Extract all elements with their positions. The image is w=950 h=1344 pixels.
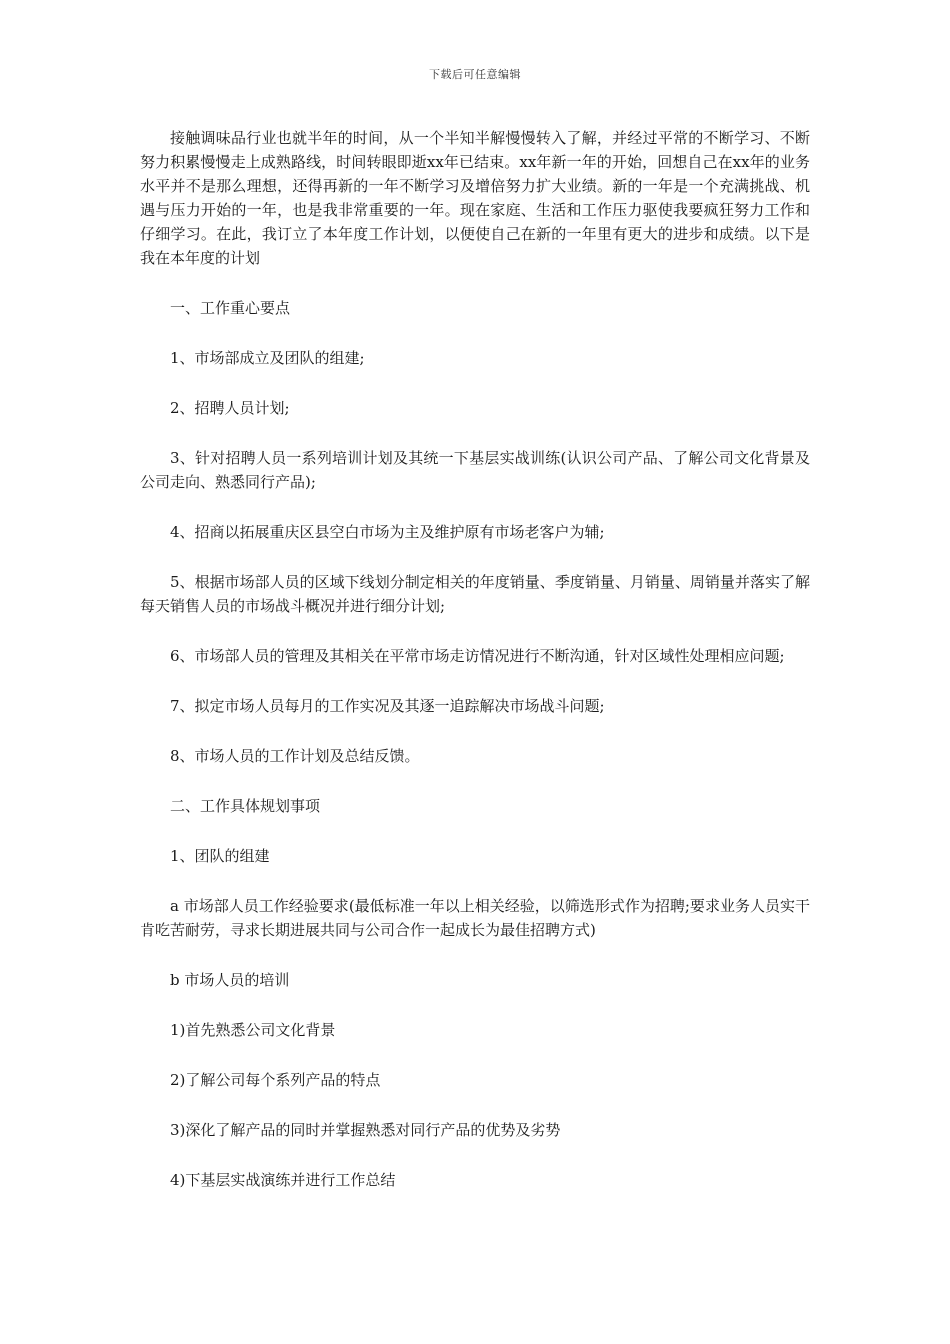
header-note: 下载后可任意编辑 <box>429 68 521 81</box>
list-item: 1、市场部成立及团队的组建; <box>170 349 365 367</box>
list-item: 4)下基层实战演练并进行工作总结 <box>170 1171 396 1189</box>
list-item: 8、市场人员的工作计划及总结反馈。 <box>170 747 420 765</box>
list-item: 1)首先熟悉公司文化背景 <box>170 1021 336 1039</box>
list-item: a 市场部人员工作经验要求(最低标准一年以上相关经验，以筛选形式作为招聘;要求业务人员实干肯吃苦耐劳，寻求长期进展共同与公司合作一起成长为最佳招聘方式) <box>140 897 810 939</box>
section-1-title: 一、工作重心要点 <box>170 299 291 317</box>
list-item: b 市场人员的培训 <box>170 971 290 989</box>
list-item: 3、针对招聘人员一系列培训计划及其统一下基层实战训练(认识公司产品、了解公司文化背景及公司走向、熟悉同行产品); <box>140 449 810 491</box>
subsection-title: 1、团队的组建 <box>170 847 270 865</box>
list-item: 5、根据市场部人员的区域下线划分制定相关的年度销量、季度销量、月销量、周销量并落实了解每天销售人员的市场战斗概况并进行细分计划; <box>140 573 810 615</box>
list-item: 6、市场部人员的管理及其相关在平常市场走访情况进行不断沟通，针对区域性处理相应问题; <box>170 647 785 665</box>
list-item: 2)了解公司每个系列产品的特点 <box>170 1071 381 1089</box>
document-body <box>140 126 810 1192</box>
list-item: 4、招商以拓展重庆区县空白市场为主及维护原有市场老客户为辅; <box>170 523 605 541</box>
section-2-title: 二、工作具体规划事项 <box>170 797 321 815</box>
list-item: 2、招聘人员计划; <box>170 399 290 417</box>
intro-paragraph: 接触调味品行业也就半年的时间，从一个半知半解慢慢转入了解，并经过平常的不断学习、不断努力积累慢慢走上成熟路线，时间转眼即逝xx年已结束。xx年新一年的开始，回想自己在xx年的业务水平并不是那么理想，还得再新的一年不断学习及增倍努力扩大业绩。新的一年是一个充满挑战、机遇与压力开始的一年，也是我非常重要的一年。现在家庭、生活和工作压力驱使我要疯狂努力工作和仔细学习。在此，我订立了本年度工作计划，以便使自己在新的一年里有更大的进步和成绩。以下是我在本年度的计划 <box>140 129 810 267</box>
list-item: 3)深化了解产品的同时并掌握熟悉对同行产品的优势及劣势 <box>170 1121 561 1139</box>
list-item: 7、拟定市场人员每月的工作实况及其逐一追踪解决市场战斗问题; <box>170 697 605 715</box>
